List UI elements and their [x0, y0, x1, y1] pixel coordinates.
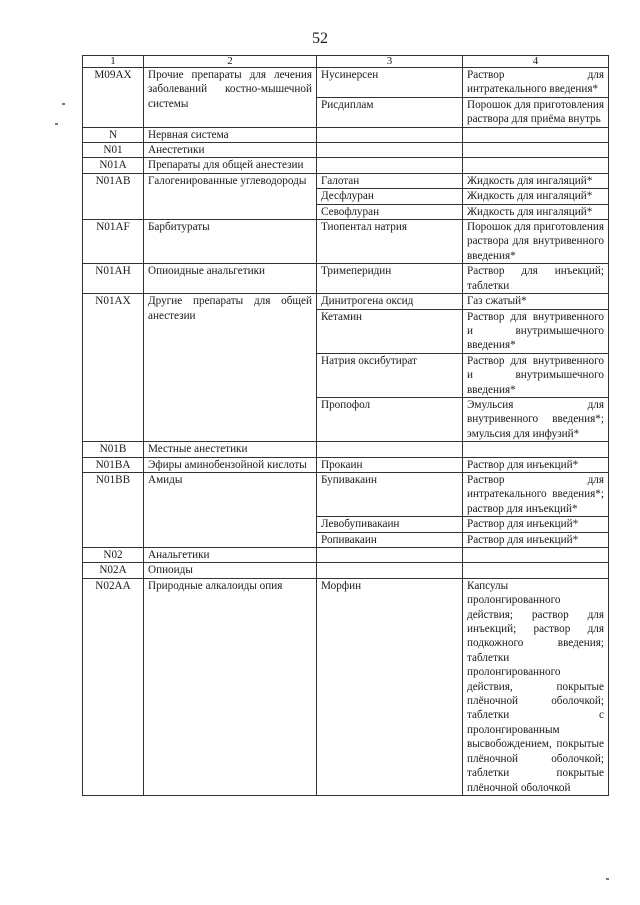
atc-code-cell: N01B: [83, 442, 144, 457]
table-row: [83, 264, 609, 294]
drug-name-cell: Пропофол: [317, 397, 463, 441]
drug-name-cell: Бупивакаин: [317, 472, 463, 516]
column-header-4: 4: [463, 56, 609, 68]
dosage-form-cell: Раствор для интратекального введения*: [463, 68, 609, 98]
table-header-row: [83, 56, 609, 68]
drug-name-cell: Десфлуран: [317, 189, 463, 204]
table-row: [83, 548, 609, 563]
table-row: [83, 173, 609, 188]
drug-name-cell: Прокаин: [317, 457, 463, 472]
scan-speck: [55, 123, 58, 125]
dosage-form-cell: Эмульсия для внутривенного введения*; эмульсия для инфузий*: [463, 397, 609, 441]
atc-code-cell: N01A: [83, 158, 144, 173]
drug-name-cell: [317, 158, 463, 173]
group-name-cell: Местные анестетики: [144, 442, 317, 457]
table-row: [83, 68, 609, 98]
page-number: 52: [312, 30, 328, 47]
dosage-form-cell: Жидкость для ингаляций*: [463, 173, 609, 188]
drug-list-table: [82, 55, 609, 796]
table-row: [83, 143, 609, 158]
atc-code-cell: N01AF: [83, 220, 144, 264]
drug-name-cell: Севофлуран: [317, 204, 463, 219]
group-name-cell: Опиоиды: [144, 563, 317, 578]
table-body: [83, 68, 609, 796]
atc-code-cell: N01AB: [83, 173, 144, 219]
table-row: [83, 294, 609, 309]
drug-name-cell: Тиопентал натрия: [317, 220, 463, 264]
column-header-3: 3: [317, 56, 463, 68]
group-name-cell: Анальгетики: [144, 548, 317, 563]
dosage-form-cell: [463, 442, 609, 457]
dosage-form-cell: Порошок для приготовления раствора для внутривенного введения*: [463, 220, 609, 264]
atc-code-cell: N01BA: [83, 457, 144, 472]
dosage-form-cell: [463, 158, 609, 173]
group-name-cell: Амиды: [144, 472, 317, 547]
drug-name-cell: Тримеперидин: [317, 264, 463, 294]
group-name-cell: Эфиры аминобензойной кислоты: [144, 457, 317, 472]
dosage-form-cell: Капсулы пролонгированного действия; раствор для инъекций; раствор для подкожного введения; таблетки пролонгированного действия, покрытые плёночной оболочкой; таблетки с пролонгированным высвобождением, покрытые плёночной оболочкой; таблетки покрытые плёночной оболочкой: [463, 578, 609, 795]
atc-code-cell: N01BB: [83, 472, 144, 547]
drug-name-cell: Кетамин: [317, 309, 463, 353]
dosage-form-cell: [463, 143, 609, 158]
drug-name-cell: [317, 548, 463, 563]
drug-name-cell: Динитрогена оксид: [317, 294, 463, 309]
drug-name-cell: Морфин: [317, 578, 463, 795]
drug-name-cell: Рисдиплам: [317, 97, 463, 127]
atc-code-cell: N02A: [83, 563, 144, 578]
atc-code-cell: N02AA: [83, 578, 144, 795]
dosage-form-cell: Раствор для инъекций*: [463, 457, 609, 472]
group-name-cell: Опиоидные анальгетики: [144, 264, 317, 294]
drug-name-cell: Левобупивакаин: [317, 517, 463, 532]
table-row: [83, 472, 609, 516]
atc-code-cell: M09AX: [83, 68, 144, 128]
atc-code-cell: N: [83, 127, 144, 142]
dosage-form-cell: Газ сжатый*: [463, 294, 609, 309]
column-header-2: 2: [144, 56, 317, 68]
group-name-cell: Прочие препараты для лечения заболеваний костно-мышечной системы: [144, 68, 317, 128]
drug-name-cell: [317, 127, 463, 142]
table-row: [83, 442, 609, 457]
table-row: [83, 563, 609, 578]
drug-name-cell: Галотан: [317, 173, 463, 188]
drug-name-cell: Натрия оксибутират: [317, 353, 463, 397]
atc-code-cell: N01: [83, 143, 144, 158]
group-name-cell: Препараты для общей анестезии: [144, 158, 317, 173]
dosage-form-cell: Раствор для внутривенного и внутримышечного введения*: [463, 353, 609, 397]
table-row: [83, 220, 609, 264]
group-name-cell: Барбитураты: [144, 220, 317, 264]
group-name-cell: Нервная система: [144, 127, 317, 142]
group-name-cell: Другие препараты для общей анестезии: [144, 294, 317, 442]
table-row: [83, 158, 609, 173]
dosage-form-cell: [463, 127, 609, 142]
atc-code-cell: N02: [83, 548, 144, 563]
dosage-form-cell: Раствор для инъекций; таблетки: [463, 264, 609, 294]
dosage-form-cell: [463, 563, 609, 578]
drug-name-cell: [317, 563, 463, 578]
atc-code-cell: N01AH: [83, 264, 144, 294]
dosage-form-cell: Раствор для инъекций*: [463, 517, 609, 532]
dosage-form-cell: Раствор для интратекального введения*; раствор для инъекций*: [463, 472, 609, 516]
scan-speck: [606, 878, 609, 880]
scan-speck: [62, 103, 65, 105]
table-row: [83, 457, 609, 472]
table-row: [83, 578, 609, 795]
group-name-cell: Природные алкалоиды опия: [144, 578, 317, 795]
table-row: [83, 127, 609, 142]
atc-code-cell: N01AX: [83, 294, 144, 442]
dosage-form-cell: Раствор для инъекций*: [463, 532, 609, 547]
column-header-1: 1: [83, 56, 144, 68]
group-name-cell: Анестетики: [144, 143, 317, 158]
dosage-form-cell: [463, 548, 609, 563]
group-name-cell: Галогенированные углеводороды: [144, 173, 317, 219]
dosage-form-cell: Порошок для приготовления раствора для приёма внутрь: [463, 97, 609, 127]
drug-name-cell: [317, 442, 463, 457]
dosage-form-cell: Жидкость для ингаляций*: [463, 189, 609, 204]
drug-name-cell: [317, 143, 463, 158]
dosage-form-cell: Жидкость для ингаляций*: [463, 204, 609, 219]
drug-name-cell: Ропивакаин: [317, 532, 463, 547]
drug-name-cell: Нусинерсен: [317, 68, 463, 98]
dosage-form-cell: Раствор для внутривенного и внутримышечного введения*: [463, 309, 609, 353]
